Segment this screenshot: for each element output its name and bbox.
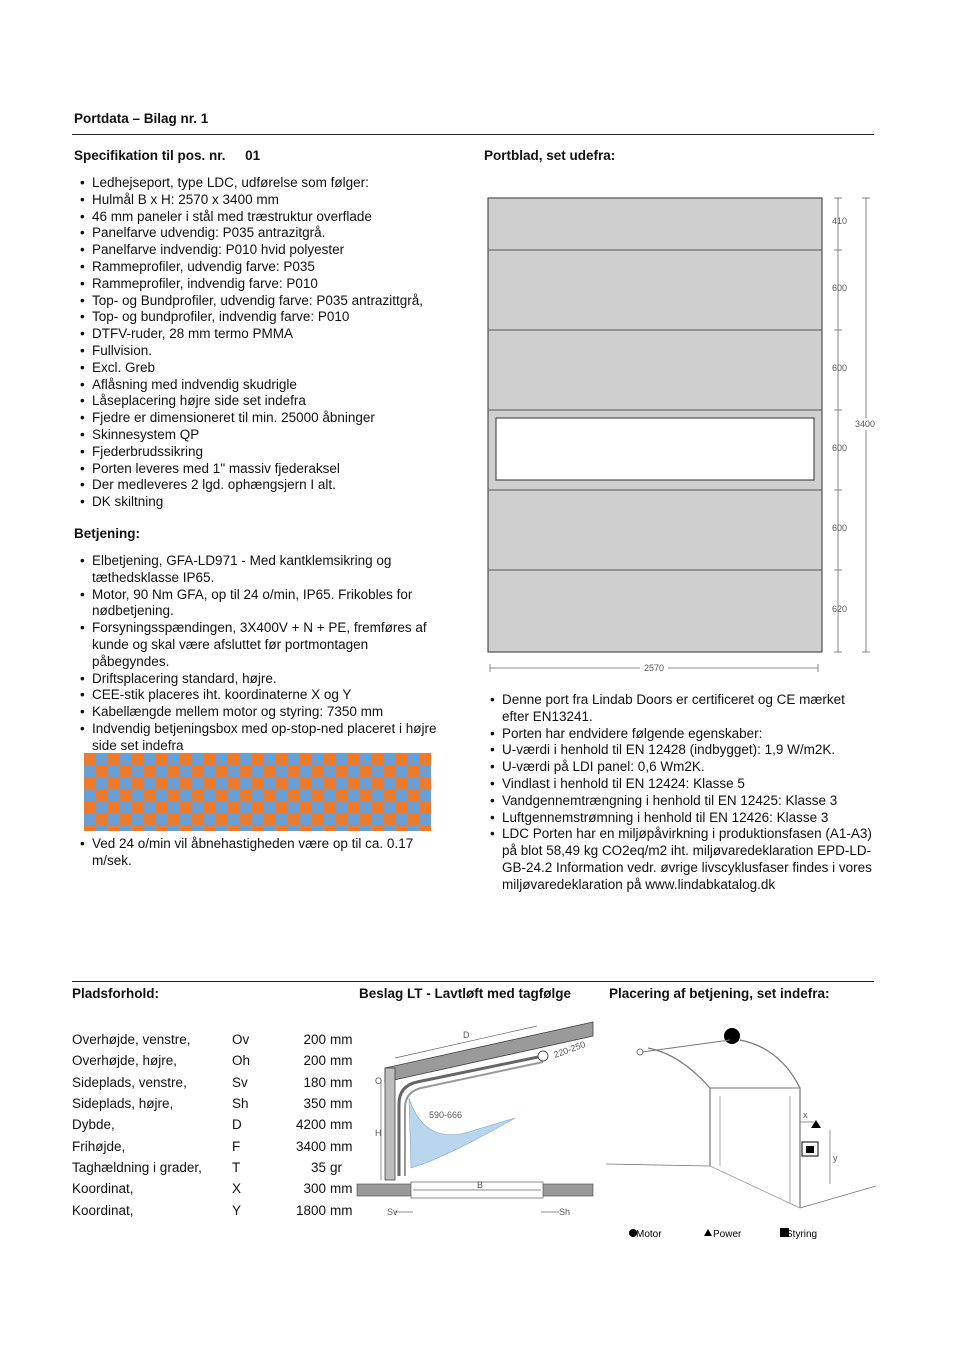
spring-shaft [538, 1051, 548, 1061]
list-item: • Ved 24 o/min vil åbnehastigheden være op til ca. 0.17 m/sek. [76, 836, 448, 870]
list-item: • Vindlast i henhold til EN 12424: Klasse 5 [486, 776, 872, 793]
list-item: • Ledhejseport, type LDC, udførelse som følger: [76, 175, 456, 192]
row-value: 300 [303, 1181, 326, 1197]
list-item: • Top- og bundprofiler, indvendig farve: P010 [76, 309, 456, 326]
row-value: 200 [303, 1032, 326, 1048]
label-o: O [375, 1076, 383, 1086]
label-d: D [463, 1030, 470, 1040]
row-value: 180 [303, 1074, 326, 1090]
row-unit: mm [330, 1202, 353, 1218]
row-value: 4200 [295, 1117, 326, 1133]
list-item: • 46 mm paneler i stål med træstruktur overflade [76, 209, 456, 226]
legend-power: Power [713, 1229, 742, 1240]
list-item: • Excl. Greb [76, 360, 456, 377]
table-row [72, 1178, 353, 1199]
list-item: • Luftgennemstrømning i henhold til EN 12426: Klasse 3 [486, 810, 872, 827]
row-label: Dybde, [72, 1117, 115, 1133]
window-glazing [496, 418, 814, 480]
row-value: 200 [303, 1053, 326, 1069]
spec-heading-label: Specifikation til pos. nr. [74, 148, 226, 163]
list-item: • Rammeprofiler, indvendig farve: P010 [76, 276, 456, 293]
betjening-list [76, 553, 448, 755]
legend-motor: Motor [636, 1229, 662, 1240]
page-title: Portdata – Bilag nr. 1 [74, 111, 209, 126]
list-item: • Der medleveres 2 lgd. ophængsjern I alt. [76, 477, 456, 494]
list-item: • Fullvision. [76, 343, 456, 360]
beslag-section-drawing [355, 1018, 595, 1243]
power-marker [811, 1120, 821, 1128]
row-label: Overhøjde, højre, [72, 1053, 178, 1069]
beslag-heading: Beslag LT - Lavtløft med tagfølge [359, 986, 572, 1001]
row-code: Ov [232, 1032, 250, 1048]
list-item: • Låseplacering højre side set indefra [76, 393, 456, 410]
row-label: Sideplads, venstre, [72, 1074, 187, 1090]
dim-label-panel-3: 600 [832, 363, 848, 373]
list-item: • Hulmål B x H: 2570 x 3400 mm [76, 192, 456, 209]
row-unit: mm [330, 1117, 353, 1133]
door-frame-right [740, 1040, 800, 1208]
row-label: Koordinat, [72, 1181, 134, 1197]
list-item: • Porten leveres med 1" massiv fjederaksel [76, 461, 456, 478]
list-item: • U-værdi på LDI panel: 0,6 Wm2K. [486, 759, 872, 776]
label-range-590-666: 590-666 [429, 1110, 463, 1120]
row-code: X [232, 1181, 242, 1197]
list-item: • U-værdi i henhold til EN 12428 (indbygget): 1,9 W/m2K. [486, 742, 872, 759]
spec-pos-number: 01 [245, 148, 261, 163]
row-unit: gr [330, 1159, 343, 1175]
label-b: B [477, 1180, 484, 1190]
dim-label-panel-1: 410 [832, 216, 848, 226]
floor-line [606, 1164, 710, 1166]
list-item: • Skinnesystem QP [76, 427, 456, 444]
wall-section [385, 1068, 395, 1180]
list-item: • Denne port fra Lindab Doors er certificeret og CE mærket efter EN13241. [486, 692, 872, 726]
row-unit: mm [330, 1181, 353, 1197]
label-range-220-250: 220-250 [552, 1039, 587, 1060]
row-label: Taghældning i grader, [72, 1159, 202, 1175]
door-elevation-drawing [480, 190, 880, 680]
table-row [72, 1029, 353, 1050]
row-label: Koordinat, [72, 1202, 134, 1218]
spec-heading [74, 148, 260, 163]
dim-label-panel-6: 620 [832, 604, 848, 614]
row-code: D [232, 1117, 242, 1133]
redacted-mosaic [84, 753, 431, 831]
row-code: F [232, 1138, 241, 1154]
dim-label-panel-4: 600 [832, 443, 848, 453]
list-item: • Driftsplacering standard, højre. [76, 671, 448, 688]
table-row [72, 1157, 353, 1178]
list-item: • LDC Porten har en miljøpåvirkning i produktionsfasen (A1-A3) på blot 58,49 kg CO2eq/m2 iht. miljøvaredeklaration EPD-LD-GB-24.2 Information vedr. øvrige livscyklusfaser findes i vores miljøvaredeklaration på www.lindabkatalog.dk [486, 826, 872, 893]
row-value: 350 [303, 1096, 326, 1112]
list-item: • DTFV-ruder, 28 mm termo PMMA [76, 326, 456, 343]
floor-line [800, 1186, 876, 1208]
dim-label-total-height: 3400 [855, 419, 876, 429]
spec-list [76, 175, 456, 511]
row-label: Sideplads, højre, [72, 1096, 174, 1112]
list-item: • Panelfarve udvendig: P035 antrazitgrå. [76, 225, 456, 242]
legend-styring: Styring [786, 1229, 818, 1240]
list-item: • Top- og Bundprofiler, udvendig farve: P035 antrazittgrå, [76, 293, 456, 310]
label-h: H [375, 1128, 382, 1138]
section-rule [72, 981, 874, 982]
list-item: • Fjederbrudssikring [76, 444, 456, 461]
pladsforhold-table [72, 1029, 353, 1221]
header-rule [72, 134, 874, 135]
row-code: Oh [232, 1053, 251, 1069]
motor-marker [724, 1028, 740, 1044]
betjening-last [76, 836, 448, 870]
dim-label-panel-2: 600 [832, 283, 848, 293]
dim-label-width: 2570 [644, 663, 665, 673]
list-item: • Fjedre er dimensioneret til min. 25000 åbninger [76, 410, 456, 427]
placering-drawing [600, 1018, 880, 1248]
betjening-heading: Betjening: [74, 526, 140, 541]
list-item: • Vandgennemtrængning i henhold til EN 12425: Klasse 3 [486, 793, 872, 810]
row-code: T [232, 1159, 241, 1175]
label-y: y [833, 1153, 838, 1163]
table-row [72, 1114, 353, 1135]
row-value: 3400 [295, 1138, 326, 1154]
legend-power-marker [704, 1229, 712, 1236]
list-item: • Porten har endvidere følgende egenskaber: [486, 726, 872, 743]
portblad-heading: Portblad, set udefra: [484, 148, 616, 163]
row-unit: mm [330, 1096, 353, 1112]
list-item: • CEE-stik placeres iht. koordinaterne X og Y [76, 687, 448, 704]
list-item: • Rammeprofiler, udvendig farve: P035 [76, 259, 456, 276]
row-label: Overhøjde, venstre, [72, 1032, 191, 1048]
list-item: • Kabellængde mellem motor og styring: 7350 mm [76, 704, 448, 721]
table-row [72, 1135, 353, 1156]
list-item: • Motor, 90 Nm GFA, op til 24 o/min, IP65. Frikobles for nødbetjening. [76, 587, 448, 621]
spring-area [409, 1098, 515, 1168]
row-unit: mm [330, 1074, 353, 1090]
row-label: Frihøjde, [72, 1138, 126, 1154]
list-item: • Panelfarve indvendig: P010 hvid polyester [76, 242, 456, 259]
door-frame-left [648, 1048, 710, 1166]
row-code: Y [232, 1202, 242, 1218]
row-value: 35 [310, 1159, 326, 1175]
table-row [72, 1072, 353, 1093]
dim-label-panel-5: 600 [832, 523, 848, 533]
label-sv: Sv [387, 1207, 398, 1217]
row-unit: mm [330, 1032, 353, 1048]
row-unit: mm [330, 1138, 353, 1154]
table-row [72, 1199, 353, 1220]
label-sh: Sh [559, 1207, 571, 1217]
row-code: Sv [232, 1074, 248, 1090]
label-x: x [803, 1110, 808, 1120]
egenskaber-list [486, 692, 872, 894]
pladsforhold-heading: Pladsforhold: [72, 986, 159, 1001]
row-value: 1800 [295, 1202, 326, 1218]
placering-heading: Placering af betjening, set indefra: [609, 986, 830, 1001]
list-item: • Aflåsning med indvendig skudrigle [76, 377, 456, 394]
list-item: • Elbetjening, GFA-LD971 - Med kantklemsikring og tæthedsklasse IP65. [76, 553, 448, 587]
list-item: • Indvendig betjeningsbox med op-stop-ned placeret i højre side set indefra [76, 721, 448, 755]
list-item: • Forsyningsspændingen, 3X400V + N + PE, fremføres af kunde og skal være afsluttet før portmontagen påbegyndes. [76, 620, 448, 670]
table-row [72, 1050, 353, 1071]
table-row [72, 1093, 353, 1114]
row-unit: mm [330, 1053, 353, 1069]
row-code: Sh [232, 1096, 249, 1112]
list-item: • DK skiltning [76, 494, 456, 511]
